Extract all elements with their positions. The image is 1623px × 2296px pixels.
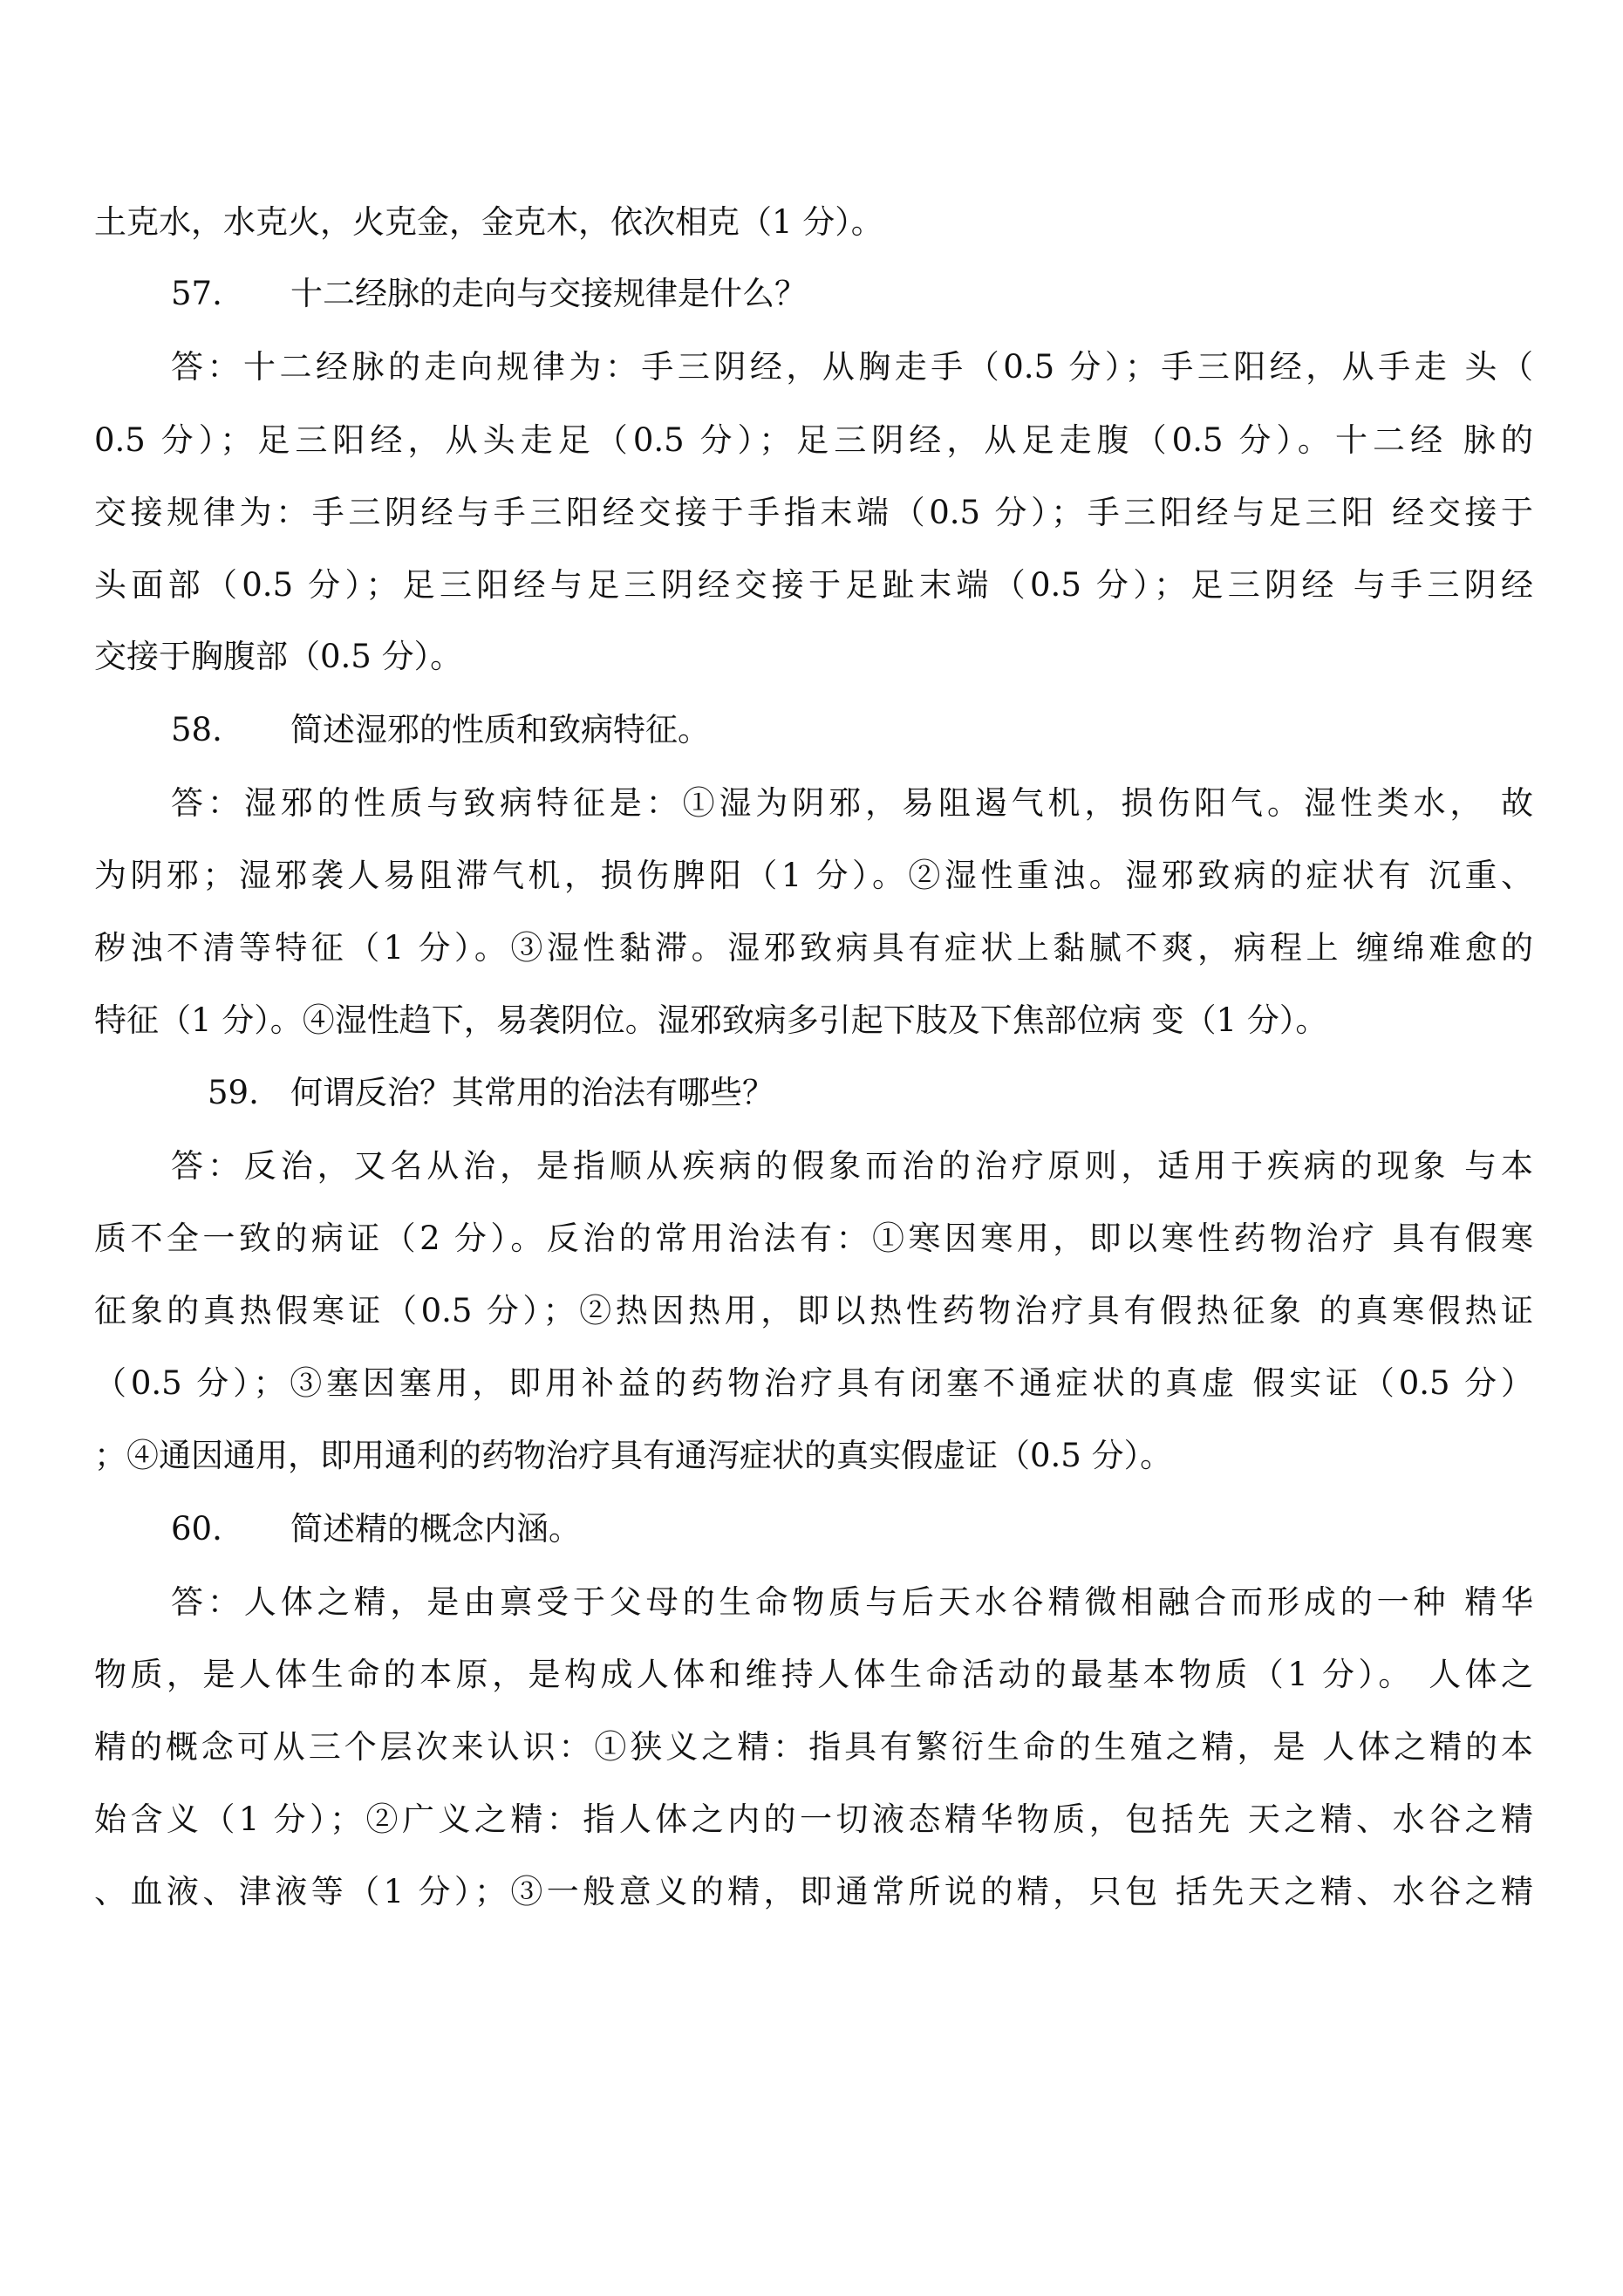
text-line: 答：十二经脉的走向规律为：手三阴经，从胸走手（0.5 分）；手三阳经，从手走 头（: [171, 348, 1533, 386]
question-number: 57.: [171, 275, 222, 312]
text-line: 头面部（0.5 分）；足三阳经与足三阴经交接于足趾末端（0.5 分）；足三阴经 与手三阴经: [94, 566, 1533, 604]
text-line: 0.5 分）；足三阳经，从头走足（0.5 分）；足三阴经，从足走腹（0.5 分）。十二经 脉的: [94, 421, 1533, 459]
text-line: 质不全一致的病证（2 分）。反治的常用治法有：①寒因寒用，即以寒性药物治疗 具有假寒: [94, 1220, 1533, 1257]
text-line: 答：湿邪的性质与致病特征是：①湿为阴邪，易阻遏气机，损伤阳气。湿性类水， 故: [171, 784, 1533, 822]
question-number: 60.: [171, 1510, 222, 1548]
text-line: 为阴邪；湿邪袭人易阻滞气机，损伤脾阳（1 分）。②湿性重浊。湿邪致病的症状有 沉重、: [94, 857, 1533, 894]
text-line: 交接于胸腹部（0.5 分）。: [94, 638, 463, 675]
text-line: 特征（1 分）。④湿性趋下，易袭阴位。湿邪致病多引起下肢及下焦部位病 变（1 分）。: [94, 1001, 1328, 1039]
text-line: 始含义（1 分）；②广义之精：指人体之内的一切液态精华物质，包括先 天之精、水谷之精: [94, 1801, 1533, 1838]
text-line: （0.5 分）；③塞因塞用，即用补益的药物治疗具有闭塞不通症状的真虚 假实证（0.5 分）: [94, 1364, 1533, 1402]
question-text: 何谓反治？其常用的治法有哪些？: [290, 1074, 774, 1111]
text-line: 精的概念可从三个层次来认识：①狭义之精：指具有繁衍生命的生殖之精，是 人体之精的本: [94, 1728, 1533, 1766]
text-line: 答：反治，又名从治，是指顺从疾病的假象而治的治疗原则，适用于疾病的现象 与本: [171, 1147, 1533, 1185]
text-line: 物质，是人体生命的本原，是构成人体和维持人体生命活动的最基本物质（1 分）。 人体之: [94, 1656, 1533, 1693]
text-line: 交接规律为：手三阴经与手三阳经交接于手指末端（0.5 分）；手三阳经与足三阳 经交接于: [94, 494, 1533, 531]
question-text: 简述精的概念内涵。: [290, 1510, 581, 1548]
text-line: 、血液、津液等（1 分）；③一般意义的精，即通常所说的精，只包 括先天之精、水谷之精: [94, 1873, 1533, 1910]
text-line: 秽浊不清等特征（1 分）。③湿性黏滞。湿邪致病具有症状上黏腻不爽，病程上 缠绵难愈的: [94, 929, 1533, 967]
text-line: ；④通因通用，即用通利的药物治疗具有通泻症状的真实假虚证（0.5 分）。: [94, 1437, 1173, 1474]
question-text: 简述湿邪的性质和致病特征。: [290, 711, 710, 748]
text-line: 土克水，水克火，火克金，金克木，依次相克（1 分）。: [94, 203, 883, 241]
question-number: 59.: [208, 1074, 259, 1111]
question-text: 十二经脉的走向与交接规律是什么？: [290, 275, 807, 312]
question-number: 58.: [171, 711, 222, 748]
text-line: 答：人体之精，是由禀受于父母的生命物质与后天水谷精微相融合而形成的一种 精华: [171, 1583, 1533, 1621]
text-line: 征象的真热假寒证（0.5 分）；②热因热用，即以热性药物治疗具有假热征象 的真寒假热证: [94, 1292, 1533, 1329]
